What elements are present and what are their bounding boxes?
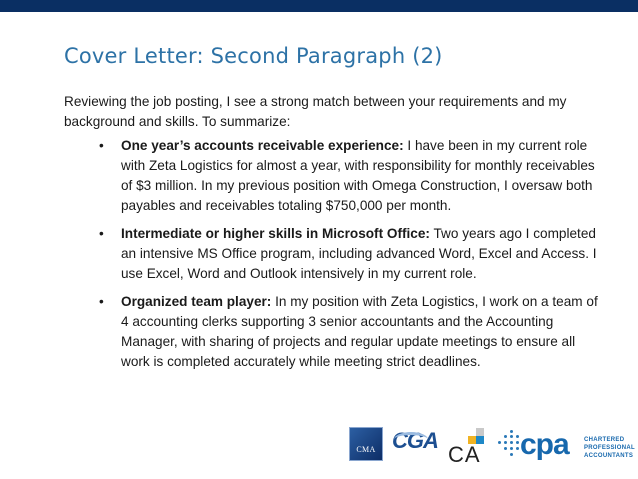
cga-logo-text: CGA	[392, 428, 438, 453]
slide-title: Cover Letter: Second Paragraph (2)	[64, 44, 443, 68]
bullet-text: Two years ago I completed an intensive MS Office program, including advanced Word, Excel and Access. I use Excel, Word and Outlook intensively in my current role.	[121, 226, 597, 281]
cpa-logo-text: cpa	[520, 428, 569, 461]
bullet-dot: •	[99, 138, 104, 153]
bullet-heading: Intermediate or higher skills in Microsoft Office:	[121, 226, 430, 241]
cpa-sub-line: CHARTERED	[584, 437, 625, 443]
intro-paragraph: Reviewing the job posting, I see a strong match between your requirements and my background and skills. To summarize:	[64, 94, 567, 129]
cga-logo	[392, 428, 438, 454]
cma-logo	[349, 427, 383, 461]
bullet-item	[99, 224, 599, 284]
top-rule	[0, 0, 638, 12]
bullet-text: In my position with Zeta Logistics, I work on a team of 4 accounting clerks supporting 3 senior accountants and the Accounting Manager, with sharing of projects and regular update meetings to ensure all work is completed accurately while meeting strict deadlines.	[121, 294, 598, 369]
cma-logo-text: CMA	[356, 445, 376, 454]
cpa-sub-line: ACCOUNTANTS	[584, 453, 634, 459]
bullet-list	[99, 136, 599, 380]
cpa-sub-line: PROFESSIONAL	[584, 445, 635, 451]
ca-logo-text: CA	[448, 442, 481, 467]
bullet-heading: One year’s accounts receivable experience:	[121, 138, 404, 153]
bullet-item	[99, 136, 599, 216]
cga-swoosh-icon	[394, 432, 428, 447]
bullet-dot: •	[99, 294, 104, 309]
cpa-subtitle	[584, 436, 635, 460]
logo-strip	[0, 420, 638, 475]
bullet-text: I have been in my current role with Zeta Logistics for almost a year, with responsibility for monthly receivables of $3 million. In my previous position with Omega Construction, I oversaw both payables and receivables totaling $750,000 per month.	[121, 138, 595, 213]
cpa-logo	[498, 422, 635, 472]
bullet-dot: •	[99, 226, 104, 241]
bullet-heading: Organized team player:	[121, 294, 272, 309]
ca-square-icon	[476, 428, 484, 436]
bullet-item	[99, 292, 599, 372]
ca-logo	[448, 428, 488, 468]
